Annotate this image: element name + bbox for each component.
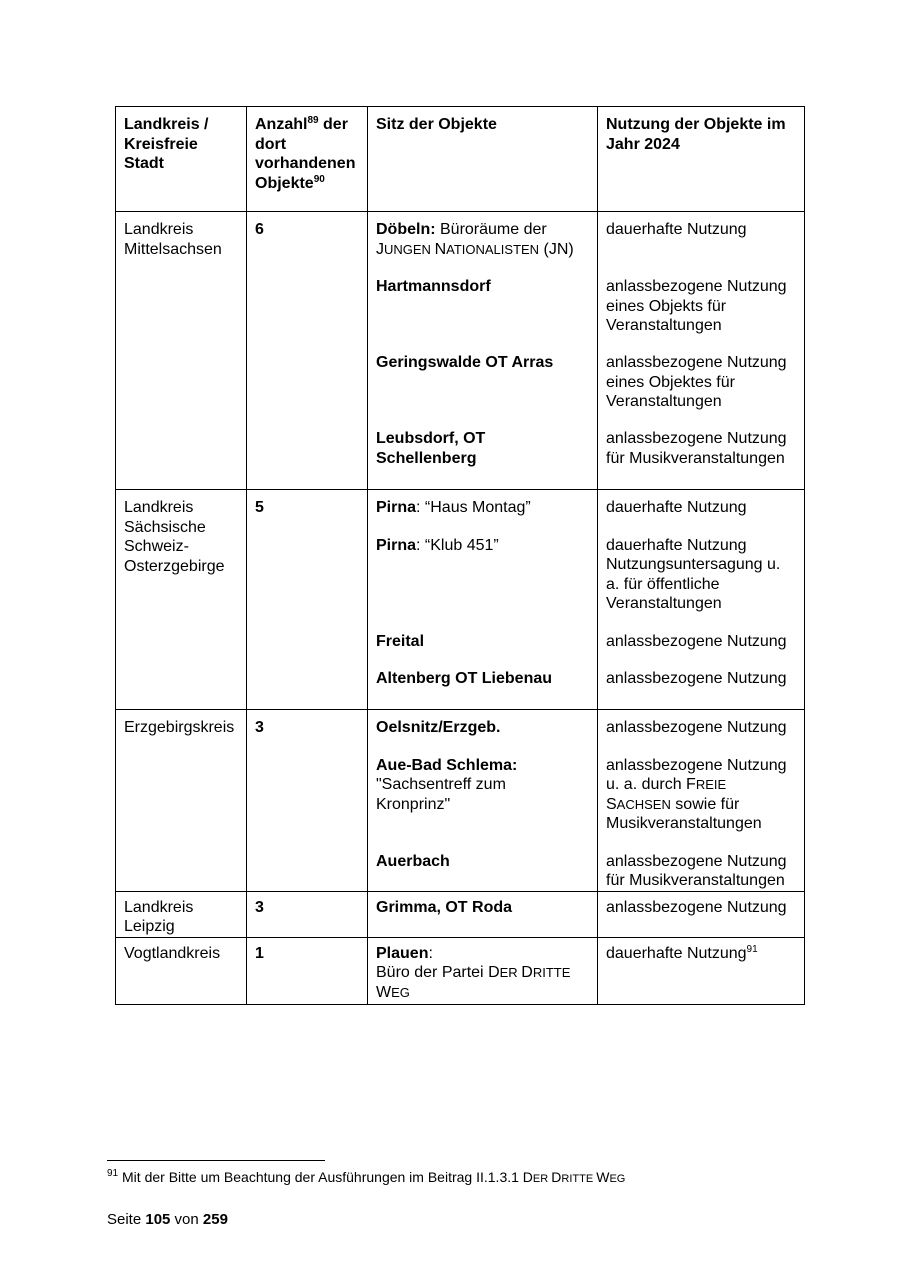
district-cell: Landkreis Mittelsachsen [116,212,247,490]
header-count: Anzahl$^{89}$ der dort vorhandenen Objekte$^{90}$ [247,107,368,212]
count-cell: 3 [247,710,368,892]
header-sites: Sitz der Objekte [368,107,598,212]
table-row [116,710,805,892]
district-cell: Vogtlandkreis [116,937,247,1004]
footnote-separator [107,1160,325,1161]
district-cell: Erzgebirgskreis [116,710,247,892]
header-district: Landkreis / Kreisfreie Stadt [116,107,247,212]
usage-cell: anlassbezogene Nutzung anlassbezogene Nutzung u. a. durch FREIE SACHSEN sowie für Musikveranstaltungen anlassbezogene Nutzung für Musikveranstaltungen [598,710,805,892]
usage-cell: dauerhafte Nutzung anlassbezogene Nutzung eines Objekts für Veranstaltungen anlassbezogene Nutzung eines Objektes für Veranstaltungen anlassbezogene Nutzung für Musikveranstaltungen [598,212,805,490]
sites-cell: Oelsnitz/Erzgeb. Aue-Bad Schlema: "Sachsentreff zum Kronprinz" Auerbach [368,710,598,892]
header-usage: Nutzung der Objekte im Jahr 2024 [598,107,805,212]
usage-cell: dauerhafte Nutzung$^{91}$ [598,937,805,1004]
table-row [116,891,805,937]
usage-cell: dauerhafte Nutzung dauerhafte Nutzung Nutzungsuntersagung u. a. für öffentliche Veranstaltungen anlassbezogene Nutzung anlassbezogene Nutzung [598,490,805,710]
page-number: Seite 105 von 259 [107,1211,228,1228]
usage-cell: anlassbezogene Nutzung [598,891,805,937]
table-row [116,937,805,1004]
sites-cell: Plauen: Büro der Partei DER DRITTE WEG [368,937,598,1004]
count-cell: 6 [247,212,368,490]
table-header-row [116,107,805,212]
table-row [116,212,805,490]
district-cell: Landkreis Sächsische Schweiz- Osterzgebirge [116,490,247,710]
district-cell: Landkreis Leipzig [116,891,247,937]
count-cell: 5 [247,490,368,710]
sites-cell: Pirna: “Haus Montag” Pirna: “Klub 451” Freital Altenberg OT Liebenau [368,490,598,710]
sites-cell: Döbeln: Büroräume der JUNGEN NATIONALISTEN (JN) Hartmannsdorf Geringswalde OT Arras Leubsdorf, OT Schellenberg [368,212,598,490]
table-row [116,490,805,710]
count-cell: 3 [247,891,368,937]
footnote: $^{91}$ Mit der Bitte um Beachtung der Ausführungen im Beitrag II.1.3.1 DER DRITTE WEG [107,1168,626,1185]
count-cell: 1 [247,937,368,1004]
sites-cell: Grimma, OT Roda [368,891,598,937]
objects-table [115,106,805,1005]
